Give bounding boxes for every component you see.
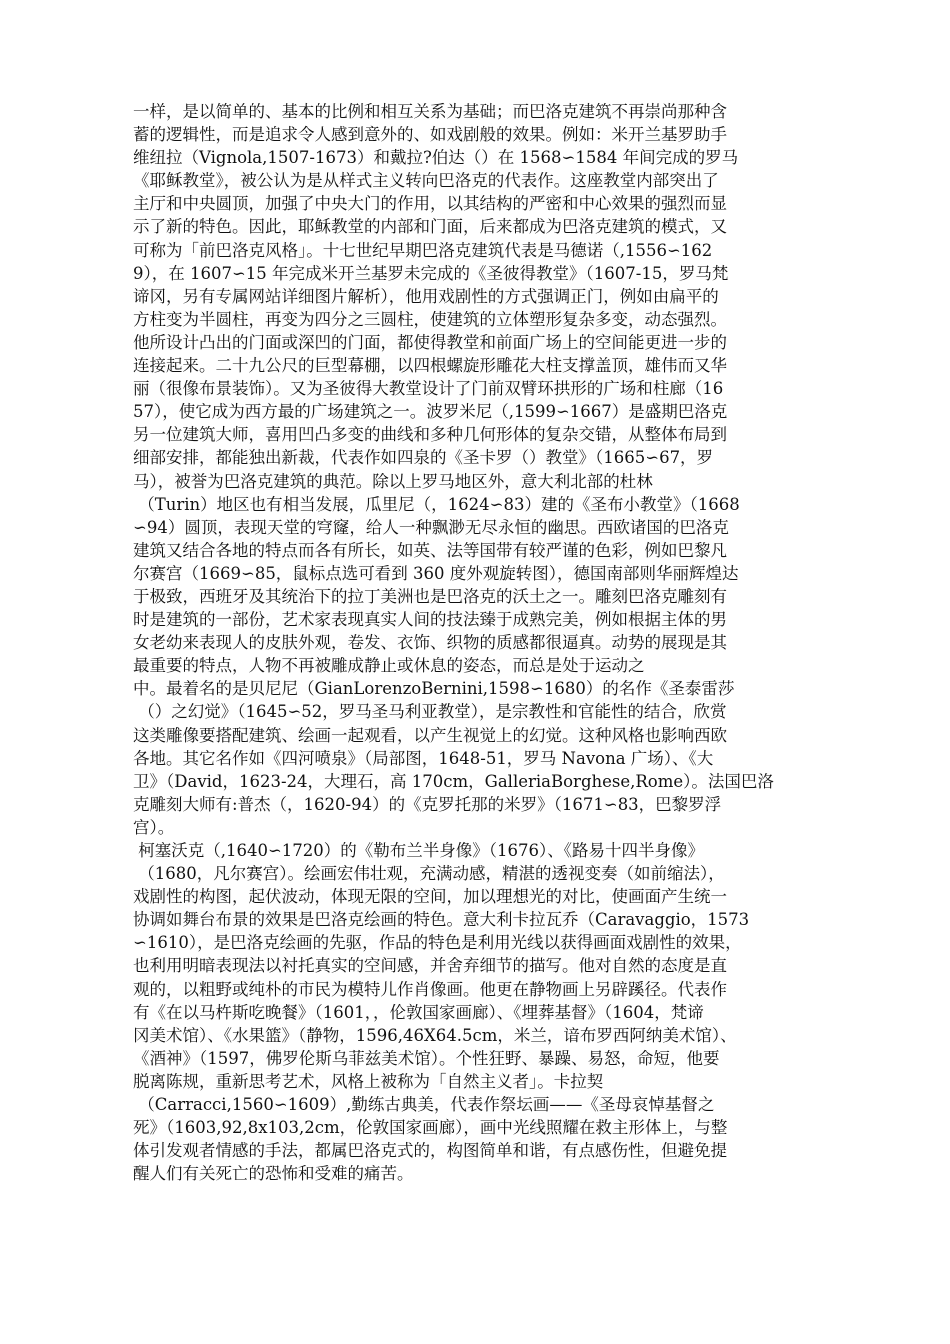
- text-line: 戏剧性的构图，起伏波动，体现无限的空间，加以理想光的对比，使画面产生统一: [133, 887, 727, 907]
- text-line: 冈美术馆）、《水果篮》（静物，1596,46X64.5cm，米兰，谙布罗西阿纳美术馆）、: [133, 1025, 737, 1045]
- text-line: 时是建筑的一部份，艺术家表现真实人间的技法臻于成熟完美，例如根据主体的男: [133, 610, 727, 630]
- text-line: 示了新的特色。因此，耶稣教堂的内部和门面，后来都成为巴洛克建筑的模式，又: [133, 217, 727, 237]
- text-line: 各地。其它名作如《四河喷泉》（局部图，1648-51，罗马 Navona 广场）、《大: [133, 748, 714, 768]
- text-line: （1680，凡尔赛宫）。绘画宏伟壮观，充满动感，精湛的透视变奏（如前缩法），: [133, 864, 725, 884]
- text-line: ∽1610），是巴洛克绘画的先驱，作品的特色是利用光线以获得画面戏剧性的效果，: [133, 933, 742, 953]
- text-line: 马），被誉为巴洛克建筑的典范。除以上罗马地区外，意大利北部的杜林: [133, 471, 653, 491]
- text-line: （Turin）地区也有相当发展，瓜里尼（，1624∽83）建的《圣布小教堂》（1668: [133, 494, 740, 514]
- text-line: 中。最着名的是贝尼尼（GianLorenzoBernini,1598∽1680）的名作《圣泰雷莎: [133, 679, 735, 699]
- text-line: 观的，以粗野或纯朴的市民为模特儿作肖像画。他更在静物画上另辟蹊径。代表作: [133, 979, 727, 999]
- document-body-text: [133, 100, 833, 1185]
- text-line: （）之幻觉》（1645∽52，罗马圣马利亚教堂），是宗教性和官能性的结合，欣赏: [133, 702, 727, 722]
- text-line: 维纽拉（Vignola,1507-1673）和戴拉?伯达（）在 1568∽1584 年间完成的罗马: [133, 148, 739, 168]
- text-line: 另一位建筑大师，喜用凹凸多变的曲线和多种几何形体的复杂交错，从整体布局到: [133, 425, 727, 445]
- text-line: ∽94）圆顶，表现天堂的穹窿，给人一种飘渺无尽永恒的幽思。西欧诸国的巴洛克: [133, 517, 729, 537]
- text-line: （Carracci,1560∽1609）,勤练古典美，代表作祭坛画——《圣母哀悼基督之: [133, 1095, 715, 1115]
- text-line: 死》（1603,92,8x103,2cm，伦敦国家画廊），画中光线照耀在救主形体上，与整: [133, 1118, 728, 1138]
- text-line: 宫）。: [133, 817, 175, 837]
- text-line: 尔赛宫（1669∽85，鼠标点选可看到 360 度外观旋转图），德国南部则华丽辉煌达: [133, 563, 739, 583]
- text-line: 于极致，西班牙及其统治下的拉丁美洲也是巴洛克的沃土之一。雕刻巴洛克雕刻有: [133, 586, 727, 606]
- text-line: 连接起来。二十九公尺的巨型幕棚，以四根螺旋形雕花大柱支撑盖顶，雄伟而又华: [133, 356, 727, 376]
- text-line: 《酒神》（1597，佛罗伦斯乌菲兹美术馆）。个性狂野、暴躁、易怒，命短，他要: [133, 1048, 720, 1068]
- text-line: 细部安排，都能独出新裁，代表作如四泉的《圣卡罗（）教堂》（1665∽67，罗: [133, 448, 714, 468]
- text-line: 9），在 1607∽15 年完成米开兰基罗未完成的《圣彼得教堂》（1607-15，罗马梵: [133, 263, 729, 283]
- text-line: 丽（很像布景装饰）。又为圣彼得大教堂设计了门前双臂环拱形的广场和柱廊（16: [133, 379, 724, 399]
- text-line: 有《在以马杵斯吃晚餐》（1601，，伦敦国家画廊）、《埋葬基督》（1604，梵谛: [133, 1002, 704, 1022]
- text-line: 脱离陈规，重新思考艺术，风格上被称为「自然主义者」。卡拉契: [133, 1071, 604, 1091]
- text-line: 这类雕像要搭配建筑、绘画一起观看，以产生视觉上的幻觉。这种风格也影响西欧: [133, 725, 727, 745]
- text-line: 一样，是以简单的、基本的比例和相互关系为基础；而巴洛克建筑不再崇尚那种含: [133, 102, 727, 121]
- text-line: 卫》（David，1623-24，大理石，高 170cm，GalleriaBorghese,Rome）。法国巴洛: [133, 771, 774, 791]
- text-line: 《耶稣教堂》，被公认为是从样式主义转向巴洛克的代表作。这座教堂内部突出了: [133, 171, 719, 191]
- text-line: 克雕刻大师有:普杰（，1620-94）的《克罗托那的米罗》（1671∽83，巴黎罗浮: [133, 794, 722, 814]
- text-line: 也利用明暗表现法以衬托真实的空间感，并舍弃细节的描写。他对自然的态度是直: [133, 956, 727, 976]
- text-line: 谛冈，另有专属网站详细图片解析），他用戏剧性的方式强调正门，例如由扁平的: [133, 286, 719, 306]
- text-line: 女老幼来表现人的皮肤外观，卷发、衣饰、织物的质感都很逼真。动势的展现是其: [133, 633, 727, 653]
- text-line: 蓄的逻辑性，而是追求令人感到意外的、如戏剧般的效果。例如：米开兰基罗助手: [133, 125, 727, 145]
- text-line: 可称为「前巴洛克风格」。十七世纪早期巴洛克建筑代表是马德诺（,1556∽162: [133, 240, 713, 260]
- text-line: 主厅和中央圆顶，加强了中央大门的作用，以其结构的严密和中心效果的强烈而显: [133, 194, 727, 214]
- text-line: 方柱变为半圆柱，再变为四分之三圆柱，使建筑的立体塑形复杂多变，动态强烈。: [133, 309, 727, 329]
- text-line: 体引发观者情感的手法，都属巴洛克式的，构图简单和谐，有点感伤性，但避免提: [133, 1141, 727, 1161]
- text-line: 协调如舞台布景的效果是巴洛克绘画的特色。意大利卡拉瓦乔（Caravaggio，1573: [133, 910, 750, 930]
- text-line: 57），使它成为西方最的广场建筑之一。波罗米尼（,1599∽1667）是盛期巴洛克: [133, 402, 728, 422]
- text-line: 醒人们有关死亡的恐怖和受难的痛苦。: [133, 1164, 414, 1184]
- text-line: 最重要的特点，人物不再被雕成静止或休息的姿态，而总是处于运动之: [133, 656, 645, 676]
- text-line: 他所设计凸出的门面或深凹的门面，都使得教堂和前面广场上的空间能更进一步的: [133, 332, 727, 352]
- text-line: 建筑又结合各地的特点而各有所长，如英、法等国带有较严谨的色彩，例如巴黎凡: [133, 540, 727, 560]
- text-line: 柯塞沃克（,1640∽1720）的《勒布兰半身像》（1676）、《路易十四半身像》: [133, 841, 705, 860]
